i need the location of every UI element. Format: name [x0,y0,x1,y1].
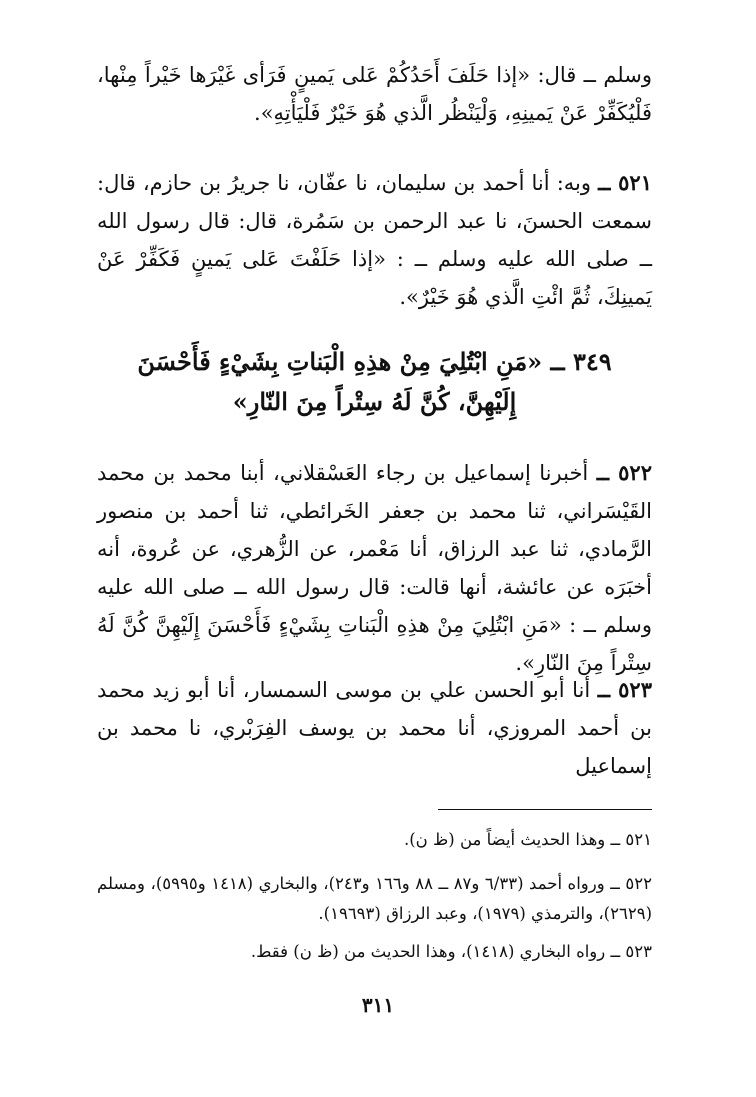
hadith-text: أخبرنا إسماعيل بن رجاء العَسْقلاني، أبنا محمد بن محمد القَيْسَراني، ثنا محمد بن جعفر الخَرائطي، ثنا أحمد بن منصور الرَّمادي، ثنا عبد الرزاق، أنا مَعْمر، عن الزُّهري، عن عُروة، أنه أخبَرَه عن عائشة، أنها قالت: قال رسول الله ــ صلى الله عليه وسلم ــ : «مَنِ ابْتُلِيَ مِنْ هذِهِ الْبَناتِ بِشَيْءٍ فَأَحْسَنَ إِلَيْهِنَّ كُنَّ لَهُ سِتْراً مِنَ النّارِ». [97,461,652,675]
hadith-number: ٥٢٣ ــ [597,677,652,702]
hadith-number: ٥٢١ ــ [598,170,652,195]
chapter-number: ٣٤٩ ــ [550,347,612,376]
hadith-text: وبه: أنا أحمد بن سليمان، نا عفّان، نا جريرُ بن حازم، قال: سمعت الحسنَ، نا عبد الرحمن بن سَمُرة، قال: قال رسول الله ــ صلى الله عليه وسلم ــ : «إذا حَلَفْتَ عَلى يَمينٍ فَكَفِّرْ عَنْ يَمينِكَ، ثُمَّ ائْتِ الَّذي هُوَ خَيْرٌ». [97,171,652,309]
hadith-522 [97,454,652,682]
hadith-text: أنا أبو الحسن علي بن موسى السمسار، أنا أبو زيد محمد بن أحمد المروزي، أنا محمد بن يوسف الفِرَبْري، نا محمد بن إسماعيل [97,678,652,778]
hadith-523 [97,671,652,785]
footnote-523: ٥٢٣ ــ رواه البخاري (١٤١٨)، وهذا الحديث من (ظ ن) فقط. [250,942,652,961]
chapter-heading-349 [97,342,652,422]
footnote-521: ٥٢١ ــ وهذا الحديث أيضاً من (ظ ن). [403,830,652,849]
footnote-separator [438,809,652,810]
footnote-522: ٥٢٢ ــ ورواه أحمد (٦/٣٣ و٨٧ ــ ٨٨ و١٦٦ و٢٤٣)، والبخاري (١٤١٨ و٥٩٩٥)، ومسلم (٢٦٢٩)، والترمذي (١٩٧٩)، وعبد الرزاق (١٩٦٩٣). [97,874,652,923]
chapter-title-part-2: إِلَيْهِنَّ، كُنَّ لَهُ سِتْراً مِنَ النّارِ» [232,387,517,416]
chapter-heading-line-1 [97,342,652,382]
chapter-title-part-1: «مَنِ ابْتُلِيَ مِنْ هذِهِ الْبَناتِ بِشَيْءٍ فَأَحْسَنَ [137,347,551,376]
page-number: ٣١١ [361,993,395,1017]
hadith-number: ٥٢٢ ــ [596,460,652,485]
continuation-text: وسلم ــ قال: «إذا حَلَفَ أَحَدُكُمْ عَلى يَمينٍ فَرَأى غَيْرَها خَيْراً مِنْها، فَلْيُكَفِّرْ عَنْ يَمينِهِ، وَلْيَنْظُر الَّذي هُوَ خَيْرٌ فَلْيَأْتِهِ». [97,63,652,125]
hadith-520-continuation [97,56,652,132]
hadith-521 [97,164,652,316]
